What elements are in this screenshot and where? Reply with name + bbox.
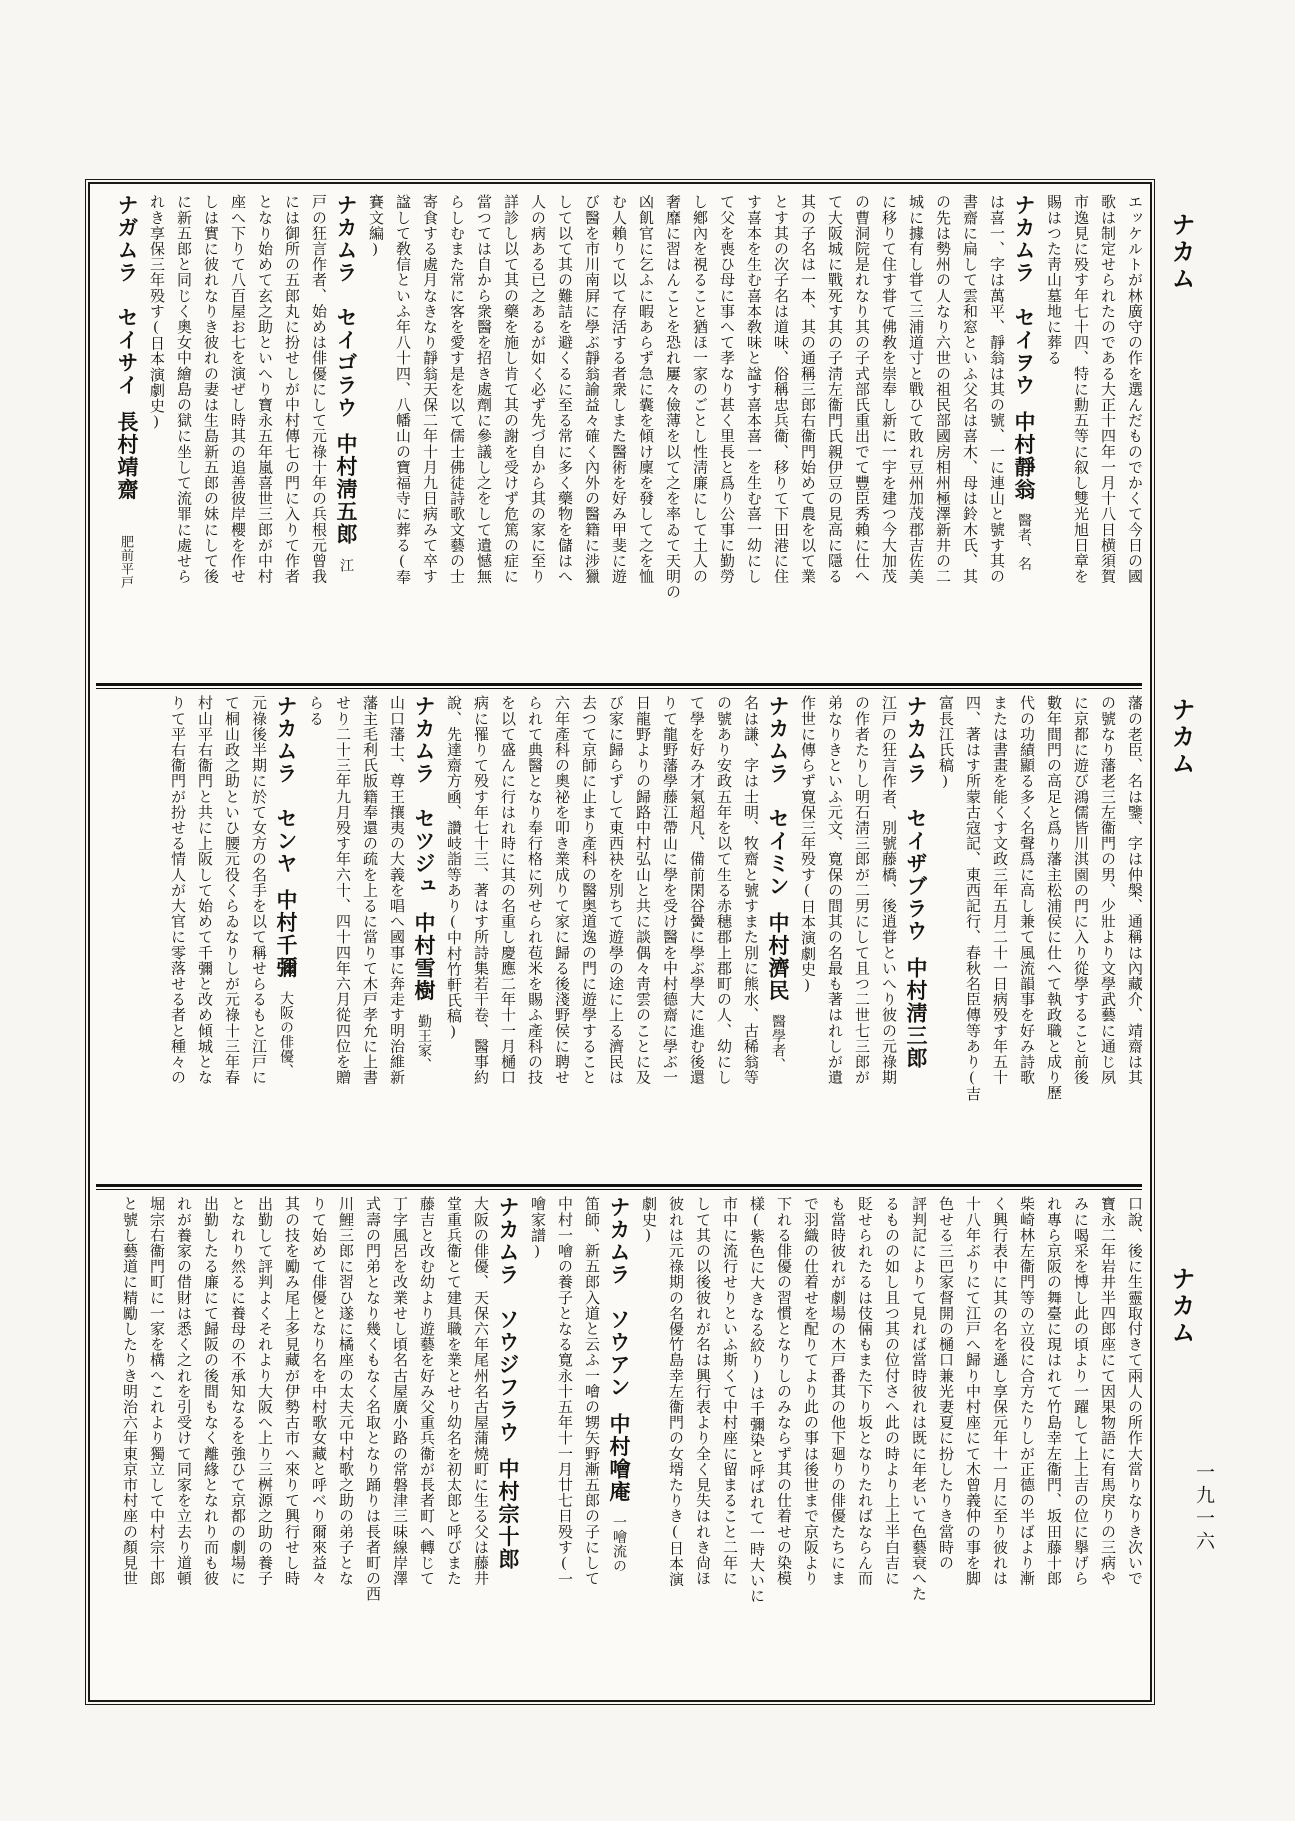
text-column: れが養家の借財は悉く之れを引受けて同家を立去り道頓 <box>175 1196 191 1586</box>
text-column: て父を喪ひ母に事へて孝なり甚く里長と爲り公事に勤勞 <box>718 194 734 584</box>
text-column: 市中に流行せりといふ斯くて中村座に留まること二年に <box>721 1196 737 1586</box>
entry-lead-text: 一噲流の <box>611 1514 626 1573</box>
entry-lead-text: 勤王家、 <box>416 1013 431 1072</box>
dictionary-page-frame <box>88 182 1152 1702</box>
text-column: 山口藩士、尊王攘夷の大義を唱へ國事に奔走す明治維新 <box>388 695 404 1085</box>
entry-name: 中村淸五郎 <box>334 433 357 546</box>
text-column: 奢靡に習はんことを恐れ屢々儉薄を以て之を率ゐて天明の <box>664 194 680 600</box>
text-column: して其の以後彼れが名は興行表より全く見失はれき尙ほ <box>694 1196 710 1586</box>
entry-lead-text: 大阪の俳優、 <box>278 991 293 1078</box>
text-column: 評判記によりて見れば當時彼れは既に年老いて色藝衰へた <box>910 1196 926 1602</box>
text-column: 江戸の狂言作者、別號藤橋、後逍甞といへり彼の元祿期 <box>880 695 896 1085</box>
text-column: 城に據有し甞て三浦道寸と戰ひて敗れ豆州加茂郡吉佐美 <box>907 194 923 584</box>
text-column: を以て盛んに行はれ時に其の名重し慶應二年十一月樋口 <box>499 695 515 1085</box>
text-column: 歌は制定せられたのである大正十四年一月十八日横須賀 <box>1099 194 1115 584</box>
entry-kana: ナカムラ セイザブラウ <box>904 695 927 943</box>
text-column: せり二十三年九月殁す年六十、四十四年六月從四位を贈 <box>334 695 350 1085</box>
text-column: の曹洞院是れなり其の子式部氏重出でて豐臣秀賴に仕へ <box>853 194 869 584</box>
entry-kana: ナカムラ セイヲウ <box>1012 194 1035 397</box>
text-column: りて平右衞門が扮せる情人が大官に零落せる者と種々の <box>169 695 185 1085</box>
text-column: 日龍野よりの歸路中村弘山と共に談偶々靑雲のことに及 <box>634 695 650 1085</box>
text-column: 人の病ある已之あるが如く必ず先づ自から其の家に至り <box>529 194 545 584</box>
band-separator <box>96 683 1142 689</box>
text-column: 下れる俳優の習慣となりしのみならず其の仕着せの染模 <box>775 1196 791 1586</box>
text-column: 式壽の門弟となり幾くもなく名取となり踊りは長者町の西 <box>364 1196 380 1602</box>
entry-place-annotation: 肥前平戸 <box>119 534 134 589</box>
entry-name: 中村千彌 <box>274 889 297 979</box>
text-column: 中村一噲の養子となる寛永十五年十一月廿七日殁す(一 <box>556 1196 572 1587</box>
text-column: れき享保三年殁す(日本演劇史) <box>148 194 164 430</box>
band-separator <box>96 1184 1142 1190</box>
text-column: 彼れは元祿期の名優竹島幸左衞門の女壻たりき(日本演 <box>667 1196 683 1587</box>
entry-lead-text: 醫學者、 <box>770 1013 785 1072</box>
text-band-middle <box>96 695 1142 1181</box>
text-column: 戸の狂言作者、始めは俳優にして元祿十年の兵根元曾我 <box>310 194 326 584</box>
margin-index-label: ナカム <box>1167 212 1194 293</box>
entry-kana: ナカムラ セツジュ <box>412 695 435 898</box>
text-column: 代の功績顯る多く名聲爲に高し兼て風流韻事を好み詩歌 <box>1018 695 1034 1085</box>
text-column: 十八年ぶりにて江戸へ歸り中村座にて木曾義仲の事を脚 <box>964 1196 980 1586</box>
text-column: 賜はつた靑山墓地に葬る <box>1045 194 1061 366</box>
text-column: 貶せられたるは伎倆もまた下り坂となりたればならん而 <box>856 1196 872 1586</box>
text-column: 座へ下りて八百屋お七を演ぜし時其の追善彼岸櫻を作せ <box>229 194 245 584</box>
text-column: と號し藝道に精勵したりき明治六年東京市村座の顏見世 <box>121 1196 137 1586</box>
text-column: 詳診し以て其の藥を施し肯て其の謝を受けず危篤の症に <box>502 194 518 584</box>
text-column: りて始めて俳優となり名を中村歌女藏と呼べり爾來益々 <box>310 1196 326 1586</box>
entry-kana: ナカムラ ソウジフラウ <box>496 1196 519 1444</box>
text-column: 堂重兵衞とて建具職を業とせり幼名を初太郎と呼びまた <box>445 1196 461 1586</box>
text-column: の先は勢州の人なり六世の祖民部國房相州極澤新井の二 <box>934 194 950 584</box>
text-column: とす其の次子名は道味、俗稱忠兵衞、移りて下田港に住 <box>772 194 788 584</box>
text-column: 名は謙、字は士明、牧齋と號すまた別に熊水、古稀翁等 <box>742 695 758 1085</box>
text-column: 出勤して評判よくそれより大阪へ上り三桝源之助の養子 <box>256 1196 272 1586</box>
entry-kana: ナカムラ センヤ <box>274 695 297 875</box>
text-column: 病に罹りて殁す年七十三、著はす所詩集若干卷、醫事約 <box>472 695 488 1085</box>
entry-heading <box>607 1196 629 1674</box>
text-column: となり始めて玄之助といへり寶永五年嵐喜世三郎が中村 <box>256 194 272 584</box>
text-column: て大阪城に戰死す其の子淸左衞門氏親伊豆の見高に隱る <box>826 194 842 584</box>
entry-kana: ナガムラ セイサイ <box>115 194 138 397</box>
text-column: 劇史) <box>640 1196 656 1244</box>
text-column: び家に歸らずして東西袂を別ちて遊學の途に上る濟民は <box>607 695 623 1085</box>
entry-kana: ナカムラ セイミン <box>766 695 789 898</box>
text-column: 寶永二年岩井半四郎座にて因果物語に有馬戻りの三病や <box>1099 1196 1115 1586</box>
text-column: には御所の五郎丸に扮せしが中村傳七の門に入りて作者 <box>283 194 299 584</box>
text-column: く興行表中に其の名を遜し享保元年十一月に至り彼れは <box>991 1196 1007 1586</box>
entry-heading <box>412 695 434 1181</box>
text-column: 色せる三巴家督開の樋口兼光妻夏に扮したりき當時の <box>937 1196 953 1571</box>
text-column: られて典醫となり奉行格に列せられ苞米を賜ふ產科の技 <box>526 695 542 1085</box>
text-column: 柴崎林左衞門等の立役に合方たりしが正德の半ばより漸 <box>1018 1196 1034 1586</box>
text-column: 藩の老臣、名は鑒、字は仲槃、通稱は內藏介、靖齋は其 <box>1126 695 1142 1085</box>
text-column: 口說、後に生靈取付きて兩人の所作大當りなりき次いで <box>1126 1196 1142 1586</box>
entry-name: 中村雪樹 <box>412 911 435 1002</box>
text-column: 其の子名は一本、其の通稱三郎右衞門始めて農を以て業 <box>799 194 815 584</box>
text-column: 弟なりきといふ元文、寛保の間其の名最も著はれしが遺 <box>826 695 842 1085</box>
text-column: らしむまた常に客を愛す是を以て儒士佛徒詩歌文藝の士 <box>448 194 464 584</box>
entry-name: 中村靜翁 <box>1012 410 1035 501</box>
text-column: し鄕內を視ること猶ほ一家のごとし性淸廉にして土人の <box>691 194 707 584</box>
text-band-top <box>96 194 1142 680</box>
text-column: で羽織の仕着せを配りてより此の事は後世まで京阪より <box>802 1196 818 1586</box>
text-column: りて龍野藩學藤江帶山に學を受け醫を中村德齋に學ぶ一 <box>661 695 677 1085</box>
text-column: 諡して敎信といふ年八十四、八幡山の寶福寺に葬る(奉 <box>394 194 410 585</box>
text-column: 市逸見に殁す年七十四、特に勳五等に叙し雙光旭日章を <box>1072 194 1088 584</box>
text-column: となれり然るに養母の不承知なるを強ひて京都の劇場に <box>229 1196 245 1586</box>
entry-name: 中村宗十郎 <box>496 1457 519 1570</box>
text-column: も當時彼れが劇場の木戸番其の他下廻りの俳優たちにま <box>829 1196 845 1586</box>
text-column: 川鯉三郎に習ひ遂に橘座の太夫元中村歌之助の弟子とな <box>337 1196 353 1586</box>
text-column: 笛師、新五郎入道と云ふ一噲の甥矢野漸五郎の子にして <box>583 1196 599 1586</box>
text-column: の作者たりし明石淸三郎が二男にして且つ二世七三郎が <box>853 695 869 1085</box>
text-column: 去つて京師に止まり產科の醫奥道逸の門に遊學すること <box>580 695 596 1085</box>
text-column: 藤吉と改む幼より遊藝を好み父重兵衞が長者町へ轉じて <box>418 1196 434 1586</box>
text-column: む人賴りて以て存活する者衆しまた醫術を好み甲斐に遊 <box>610 194 626 584</box>
text-column: れ專ら京阪の舞臺に現はれて竹島幸左衞門、坂田藤十郎 <box>1045 1196 1061 1586</box>
entry-heading <box>274 695 296 1181</box>
text-column: は喜一、字は萬平、靜翁は其の號、一に連山と號す其の <box>988 194 1004 584</box>
text-column: エッケルトが林廣守の作を選んだものでかくて今日の國 <box>1126 194 1142 584</box>
text-column: 作世に傳らず寛保三年殁す(日本演劇史) <box>799 695 815 994</box>
text-column: 其の技を勵み尾上多見藏が伊勢古市へ來りて興行せし時 <box>283 1196 299 1586</box>
text-column: しは實に彼れなりき彼れの妻は生島新五郎の妹にして後 <box>202 194 218 584</box>
entry-name: 中村淸三郎 <box>904 956 927 1069</box>
page-number: 一九一六 <box>1193 1462 1214 1554</box>
text-column: に新五郎と同じく奧女中繪島の獄に坐して流罪に處せら <box>175 194 191 584</box>
text-column: て桐山政之助といひ腰元役くらゐなりしが元祿十三年春 <box>223 695 239 1085</box>
text-column: 藩主毛利氏版籍奉還の疏を上るに當りて木戸孝允に上書 <box>361 695 377 1085</box>
entry-lead-text: 江 <box>338 557 353 572</box>
text-column: るものの如し且つ其の位付さへ此の時より上上半白吉に <box>883 1196 899 1586</box>
entry-kana: ナカムラ ソウアン <box>607 1196 630 1399</box>
entry-kana: ナカムラ セイゴラウ <box>334 194 357 419</box>
margin-index-label: ナカム <box>1167 697 1194 778</box>
text-column: 丁字風呂を改業せし頃名古屋廣小路の常磐津三味線岸澤 <box>391 1196 407 1586</box>
entry-heading <box>496 1196 518 1674</box>
entry-heading <box>115 194 137 680</box>
text-column: 樣(紫色に大きなる絞り)は千彌染と呼ばれて一時大いに <box>748 1196 764 1604</box>
entry-name: 長村靖齋 <box>115 410 138 501</box>
text-column: 六年產科の奧祕を叩き業成りて家に歸る後淺野侯に聘せ <box>553 695 569 1085</box>
text-column: に京都に遊び鴻儒皆川淇園の門に入り從學すること前後 <box>1072 695 1088 1085</box>
text-column: 寄食する處月なきなり靜翁天保二年十月九日病みて卒す <box>421 194 437 584</box>
text-column: 元祿後半期に於て女方の名手を以て稱せらるもと江戸に <box>250 695 266 1085</box>
text-column: 說、先達齋方凾、讚岐詣等あり(中村竹軒氏稿) <box>445 695 461 1041</box>
text-column: び醫を市川南屛に學ぶ靜翁諭益々確く內外の醫籍に涉獵 <box>583 194 599 584</box>
text-column: らる <box>307 695 323 727</box>
text-column: みに喝采を博し此の頃より一躍して上上吉の位に擧げら <box>1072 1196 1088 1586</box>
entry-name: 中村濟民 <box>766 911 789 1002</box>
text-column: の號なり藩老三左衞門の男、少壯より文學武藝に通じ夙 <box>1099 695 1115 1085</box>
text-column: 大阪の俳優、天保六年尾州名古屋蒲燒町に生る父は藤井 <box>472 1196 488 1586</box>
text-column: 富長江氏稿) <box>937 695 953 790</box>
text-column: 書齋に扁して雲和窓といふ父名は喜木、母は鈴木氏、其 <box>961 194 977 584</box>
entry-heading <box>766 695 788 1181</box>
text-column: の號あり安政五年を以て生る赤穗郡上郡町の人、幼にし <box>715 695 731 1085</box>
text-column: に移りて住す甞て佛敎を崇奉し新に一宇を建つ今大加茂 <box>880 194 896 584</box>
text-column: 噲家譜) <box>529 1196 545 1260</box>
entry-name: 中村噲庵 <box>607 1412 630 1503</box>
entry-heading <box>1012 194 1034 680</box>
text-column: 出勤したる廉にて歸阪の後間もなく離緣となれり而も彼 <box>202 1196 218 1586</box>
text-column: て學を好み才氣超凡、備前閑谷黌に學ぶ學大に進む後還 <box>688 695 704 1085</box>
text-column: 數年間門の高足と爲り藩主松浦侯に仕へて執政職と成り歷 <box>1045 695 1061 1101</box>
text-column: 四、著はす所蒙古寇記、東西記行、春秋名臣傳等あり(吉 <box>964 695 980 1102</box>
text-column: 村山平右衞門と共に上阪して始めて千彌と改め傾城とな <box>196 695 212 1085</box>
entry-heading <box>334 194 356 680</box>
margin-index-label: ナカム <box>1167 1266 1194 1347</box>
entry-heading <box>904 695 926 1181</box>
text-band-bottom <box>96 1196 1142 1674</box>
text-column: して以て其の難詰を避くるに至る常に多く藥物を儲はへ <box>556 194 572 584</box>
text-column: 堀宗右衞門町に一家を構へこれより獨立して中村宗十郎 <box>148 1196 164 1586</box>
entry-lead-text: 醫者、名 <box>1016 512 1031 571</box>
text-column: 當つては自から衆醫を招き處劑に參議し之をして遺憾無 <box>475 194 491 584</box>
text-column: 凶飢官に乞ふに暇あらず急に囊を傾け廩を發して之を恤 <box>637 194 653 584</box>
text-column: す喜本を生む喜本敎味と諡す喜本喜一を生む喜一幼にし <box>745 194 761 584</box>
text-column: または書畫を能くす文政三年五月二十一日病殁す年五十 <box>991 695 1007 1085</box>
text-column: 賽文編) <box>367 194 383 258</box>
